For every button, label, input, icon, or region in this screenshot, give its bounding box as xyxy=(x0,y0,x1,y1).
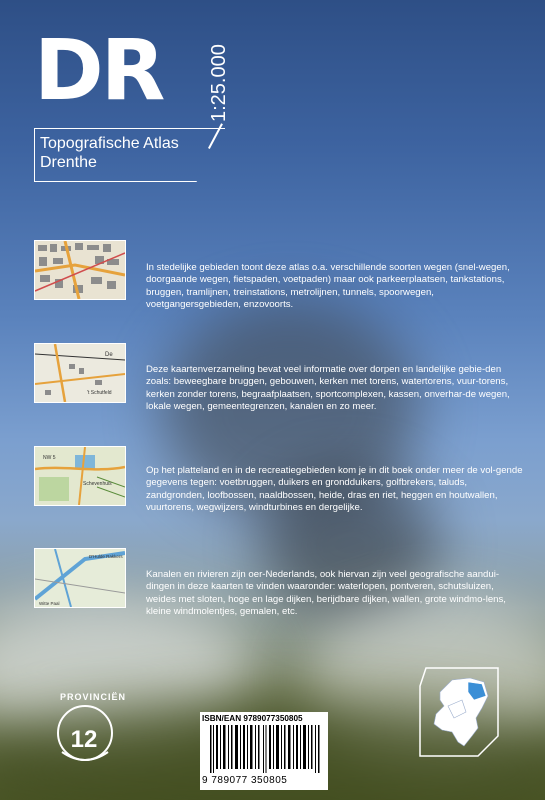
isbn-label: ISBN/EAN 9789077350805 xyxy=(202,714,303,723)
provincien-number: 12 xyxy=(70,726,98,753)
isbn-number: 9 789077 350805 xyxy=(202,775,288,786)
thumb-label-schevenhuis: Schevenhuis xyxy=(83,481,112,487)
series-logo: DR xyxy=(34,21,163,119)
provincien-label: PROVINCIËN xyxy=(60,692,127,702)
map-scale: 1:25.000 xyxy=(208,44,230,122)
netherlands-locator-map xyxy=(418,666,500,758)
barcode-block xyxy=(200,712,328,790)
thumb-label-wittepaal: Witte Paal xyxy=(39,601,60,606)
atlas-title-line1: Topografische Atlas xyxy=(40,135,179,152)
atlas-title xyxy=(40,134,179,172)
section-text-rural: Op het platteland en in de recreatiegebieden kom je in dit boek onder meer de vol-gende gegevens tegen: voetbruggen, duikers en grondduikers, golfbrekers, taluds, zandgronden, loofbossen, naaldbossen, heide, dras en riet, heggen en houtwallen, vuurtorens, wegwijzers, windturbines en dergelijke. xyxy=(146,465,523,514)
section-text-water: Kanalen en rivieren zijn oer-Nederlands, ook hiervan zijn veel geografische aandui-dingen in deze kaarten te vinden waaronder: waterlopen, pontveren, schutsluizen, weides met sloten, hoge en lage dijken, berijdbare dijken, wallen, grote windmo-lens, kleine windmolentjes, gemalen, etc. xyxy=(146,569,506,618)
thumb-label-de: De xyxy=(105,352,113,358)
section-text-urban: In stedelijke gebieden toont deze atlas o.a. verschillende soorten wegen (snel-wegen, doorgaande wegen, fietspaden, voetpaden) maar ook parkeerplaatsen, tankstations, bruggen, tramlijnen, treinstations, metrolijnen, tunnels, spoorwegen, voetgangersgebieden, enzovoorts. xyxy=(146,262,510,311)
atlas-title-line2: Drenthe xyxy=(40,154,97,171)
barcode-bars xyxy=(210,725,320,773)
thumb-label-schutfeld: 't Schutfeld xyxy=(87,390,112,396)
section-text-village: Deze kaartenverzameling bevat veel informatie over dorpen en landelijke gebie-den zoals: beweegbare bruggen, gebouwen, kerken met torens, watertorens, vuur-torens, kerken zonder torens, begraafplaatsen, sportcomplexen, kassen, onverhar-de wegen, lokale wegen, gemeentegrenzen, kanalen en zo meer. xyxy=(146,364,510,413)
map-thumbnail-rural xyxy=(34,446,126,506)
map-thumbnail-village xyxy=(34,343,126,403)
map-thumbnail-urban xyxy=(34,240,126,300)
thumb-label-rakkers: D'Hulde Rakkers xyxy=(89,554,123,559)
thumb-label-nw5: NW 5 xyxy=(43,455,56,461)
map-thumbnail-water xyxy=(34,548,126,608)
